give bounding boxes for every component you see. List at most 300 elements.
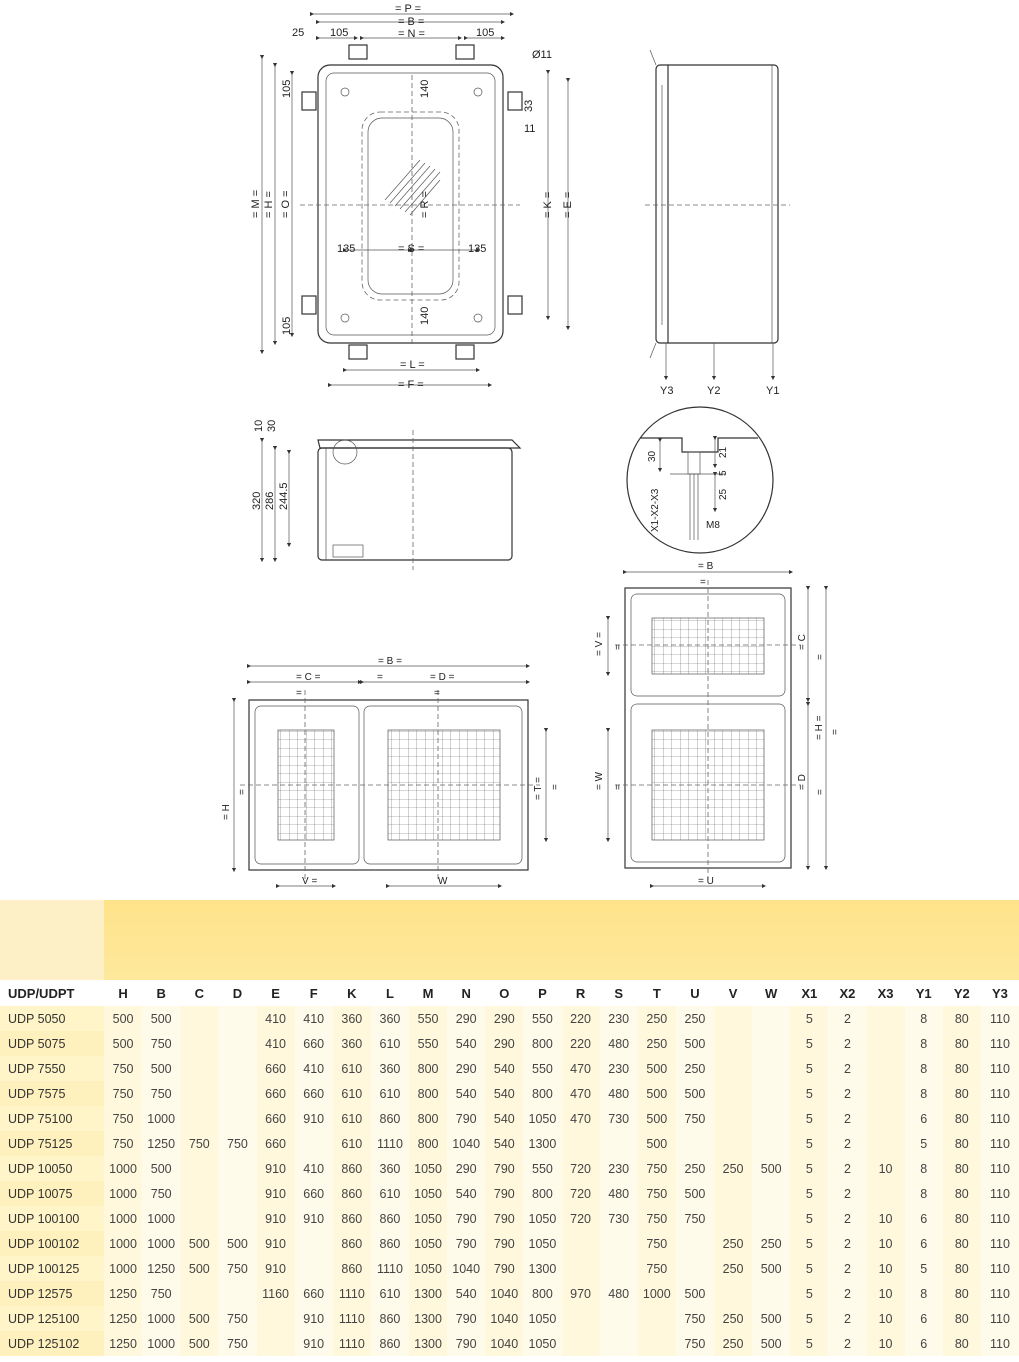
cell-y1: 6	[905, 1206, 943, 1231]
dim-k: = K =	[542, 191, 554, 218]
cell-e	[257, 1331, 295, 1356]
cell-d	[218, 1281, 256, 1306]
cell-d: 750	[218, 1131, 256, 1156]
dim-front-eq4: =	[237, 789, 248, 795]
header-d: D	[232, 985, 243, 1001]
cell-x1: 5	[790, 1231, 828, 1256]
cell-h: 750	[104, 1131, 142, 1156]
cell-model: UDP 125102	[0, 1331, 104, 1356]
dim-140-top: 140	[419, 79, 431, 98]
cell-r	[562, 1331, 600, 1356]
cell-c	[180, 1156, 218, 1181]
cell-t: 250	[638, 1031, 676, 1056]
cell-model: UDP 7575	[0, 1081, 104, 1106]
cell-k: 610	[333, 1106, 371, 1131]
cell-e: 660	[257, 1056, 295, 1081]
cell-l: 860	[371, 1306, 409, 1331]
cell-f: 660	[295, 1031, 333, 1056]
cell-h: 1250	[104, 1331, 142, 1356]
cell-c	[180, 1206, 218, 1231]
cell-c	[180, 1281, 218, 1306]
cell-d	[218, 1106, 256, 1131]
header-y1: Y1	[915, 985, 932, 1001]
cell-e: 660	[257, 1131, 295, 1156]
cell-x3	[867, 1081, 905, 1106]
section-view-labels	[251, 420, 290, 510]
cell-u	[676, 1231, 714, 1256]
table-header-band	[0, 900, 1019, 980]
cell-k: 1110	[333, 1281, 371, 1306]
cell-m: 550	[409, 1031, 447, 1056]
dim-detail-21: 21	[718, 446, 729, 458]
cell-s	[600, 1256, 638, 1281]
cell-y2: 80	[943, 1181, 981, 1206]
cell-w	[752, 1181, 790, 1206]
cell-model: UDP 75125	[0, 1131, 104, 1156]
cell-b: 500	[142, 1006, 180, 1031]
cell-l: 360	[371, 1006, 409, 1031]
cell-x1: 5	[790, 1281, 828, 1306]
cell-o: 1040	[485, 1331, 523, 1356]
cell-x1: 5	[790, 1156, 828, 1181]
cell-r: 970	[562, 1281, 600, 1306]
cell-model: UDP 100125	[0, 1256, 104, 1281]
cell-p: 1050	[523, 1106, 561, 1131]
cell-w: 500	[752, 1256, 790, 1281]
cell-k: 860	[333, 1206, 371, 1231]
cell-t: 750	[638, 1181, 676, 1206]
dim-135-left: 135	[337, 243, 356, 255]
cell-x3: 10	[867, 1331, 905, 1356]
cell-f: 910	[295, 1331, 333, 1356]
header-x3: X3	[877, 985, 894, 1001]
cell-m: 800	[409, 1081, 447, 1106]
cell-n: 790	[447, 1306, 485, 1331]
table-header-row	[0, 980, 1019, 1006]
cell-v	[714, 1206, 752, 1231]
cell-o: 1040	[485, 1306, 523, 1331]
cell-w: 250	[752, 1231, 790, 1256]
dim-b: = B =	[398, 16, 425, 28]
cell-h: 1000	[104, 1156, 142, 1181]
cell-h: 500	[104, 1006, 142, 1031]
cell-e: 410	[257, 1031, 295, 1056]
cell-l: 1110	[371, 1256, 409, 1281]
enclosure-section-view	[262, 430, 520, 570]
cell-l: 860	[371, 1231, 409, 1256]
header-r: R	[575, 985, 586, 1001]
table-row	[0, 1156, 1019, 1181]
dim-320: 320	[251, 491, 263, 510]
cell-v: 250	[714, 1256, 752, 1281]
cell-o: 1040	[485, 1281, 523, 1306]
cell-f: 660	[295, 1081, 333, 1106]
header-y3: Y3	[991, 985, 1008, 1001]
dim-p: = P =	[395, 3, 422, 15]
cell-p: 800	[523, 1081, 561, 1106]
cell-y1: 8	[905, 1081, 943, 1106]
cell-m: 800	[409, 1056, 447, 1081]
cell-n: 290	[447, 1056, 485, 1081]
cell-u: 250	[676, 1156, 714, 1181]
dim-front-t: = T =	[533, 777, 544, 800]
cell-w: 500	[752, 1156, 790, 1181]
cell-r: 720	[562, 1206, 600, 1231]
header-h: H	[118, 985, 128, 1001]
cell-x2: 2	[828, 1081, 866, 1106]
cell-x1: 5	[790, 1081, 828, 1106]
cell-v	[714, 1056, 752, 1081]
cell-v: 250	[714, 1331, 752, 1356]
cell-model: UDP 10075	[0, 1181, 104, 1206]
cell-r: 470	[562, 1106, 600, 1131]
cell-d: 750	[218, 1331, 256, 1356]
dim-25: 25	[292, 27, 305, 39]
cell-x2: 2	[828, 1006, 866, 1031]
cell-c	[180, 1056, 218, 1081]
cell-f	[295, 1131, 333, 1156]
cell-b: 750	[142, 1281, 180, 1306]
cell-x3	[867, 1056, 905, 1081]
label-y1: Y1	[766, 385, 780, 397]
cell-c	[180, 1181, 218, 1206]
dim-stack-h: = H =	[814, 715, 825, 740]
cell-r: 720	[562, 1181, 600, 1206]
header-model: UDP/UDPT	[8, 985, 75, 1001]
cell-o: 790	[485, 1181, 523, 1206]
cell-h: 1000	[104, 1231, 142, 1256]
cell-k: 860	[333, 1256, 371, 1281]
cell-model: UDP 5050	[0, 1006, 104, 1031]
cell-w	[752, 1081, 790, 1106]
cell-d	[218, 1156, 256, 1181]
cell-v	[714, 1281, 752, 1306]
cell-e: 910	[257, 1156, 295, 1181]
cell-u: 500	[676, 1031, 714, 1056]
cell-p: 1050	[523, 1206, 561, 1231]
cell-x2: 2	[828, 1256, 866, 1281]
cell-y3: 110	[981, 1106, 1019, 1131]
cell-y2: 80	[943, 1156, 981, 1181]
cell-s: 230	[600, 1056, 638, 1081]
cell-x3: 10	[867, 1231, 905, 1256]
cell-n: 540	[447, 1281, 485, 1306]
cell-t: 750	[638, 1156, 676, 1181]
dim-105-bottom: 105	[281, 316, 293, 335]
dim-front-c: = C =	[296, 672, 321, 683]
cell-l: 860	[371, 1331, 409, 1356]
cell-w	[752, 1056, 790, 1081]
cell-x2: 2	[828, 1206, 866, 1231]
dim-h: = H =	[263, 191, 275, 218]
header-t: T	[652, 985, 661, 1001]
cell-h: 1000	[104, 1181, 142, 1206]
table-row	[0, 1256, 1019, 1281]
cell-x1: 5	[790, 1206, 828, 1231]
dim-stack-eq4: =	[830, 729, 841, 735]
cell-d: 750	[218, 1306, 256, 1331]
cell-b: 500	[142, 1056, 180, 1081]
cell-v: 250	[714, 1306, 752, 1331]
cell-h: 750	[104, 1106, 142, 1131]
cell-f: 910	[295, 1306, 333, 1331]
cell-w	[752, 1031, 790, 1056]
cell-m: 1050	[409, 1156, 447, 1181]
dim-stack-eq3: =	[815, 654, 826, 660]
cell-p: 1300	[523, 1256, 561, 1281]
cell-y2: 80	[943, 1281, 981, 1306]
cell-p: 550	[523, 1006, 561, 1031]
dim-286: 286	[264, 491, 276, 510]
cell-x2: 2	[828, 1106, 866, 1131]
dim-f: = F =	[398, 379, 424, 391]
cell-h: 750	[104, 1081, 142, 1106]
cell-model: UDP 10050	[0, 1156, 104, 1181]
cell-f: 410	[295, 1006, 333, 1031]
dim-front-v: V =	[302, 876, 318, 887]
cell-d	[218, 1031, 256, 1056]
cell-r	[562, 1231, 600, 1256]
table-header-band-left	[0, 900, 104, 980]
cell-d: 500	[218, 1231, 256, 1256]
cell-t: 500	[638, 1056, 676, 1081]
cell-x1: 5	[790, 1056, 828, 1081]
header-y2: Y2	[953, 985, 970, 1001]
cell-t: 500	[638, 1081, 676, 1106]
cell-l: 610	[371, 1281, 409, 1306]
cell-y3: 110	[981, 1056, 1019, 1081]
dim-stack-eq5: =	[613, 784, 624, 790]
cell-c: 750	[180, 1131, 218, 1156]
dim-105-right: 105	[476, 27, 495, 39]
label-y2: Y2	[707, 385, 721, 397]
cell-m: 1300	[409, 1281, 447, 1306]
dim-front-eq5: =	[550, 784, 561, 790]
cell-n: 1040	[447, 1131, 485, 1156]
cell-p: 800	[523, 1031, 561, 1056]
cell-w	[752, 1006, 790, 1031]
cell-t: 750	[638, 1231, 676, 1256]
cell-d	[218, 1181, 256, 1206]
cell-w	[752, 1131, 790, 1156]
cell-s	[600, 1231, 638, 1256]
cell-c	[180, 1006, 218, 1031]
dim-stack-eq6: =	[815, 789, 826, 795]
cell-x3: 10	[867, 1306, 905, 1331]
cell-c: 500	[180, 1306, 218, 1331]
cell-s	[600, 1331, 638, 1356]
cell-u: 250	[676, 1056, 714, 1081]
cell-c: 500	[180, 1256, 218, 1281]
header-o: O	[499, 985, 510, 1001]
dim-stack-eq1: =	[700, 577, 706, 588]
cell-l: 860	[371, 1206, 409, 1231]
cell-o: 790	[485, 1256, 523, 1281]
cell-r	[562, 1131, 600, 1156]
dim-detail-x: X1-X2-X3	[650, 488, 661, 532]
cell-s: 230	[600, 1006, 638, 1031]
cell-y1: 6	[905, 1231, 943, 1256]
label-y3: Y3	[660, 385, 674, 397]
cell-l: 360	[371, 1056, 409, 1081]
cell-t: 750	[638, 1206, 676, 1231]
cell-n: 790	[447, 1106, 485, 1131]
cell-d	[218, 1056, 256, 1081]
cell-x3: 10	[867, 1156, 905, 1181]
dim-stack-u: = U	[698, 876, 714, 887]
cell-o: 790	[485, 1231, 523, 1256]
cell-model: UDP 12575	[0, 1281, 104, 1306]
cell-s: 480	[600, 1181, 638, 1206]
cell-h: 1250	[104, 1306, 142, 1331]
cell-x2: 2	[828, 1156, 866, 1181]
cell-x2: 2	[828, 1031, 866, 1056]
dim-e: = E =	[562, 191, 574, 218]
cell-k: 860	[333, 1181, 371, 1206]
cell-u: 500	[676, 1081, 714, 1106]
cell-u: 750	[676, 1331, 714, 1356]
cell-w: 500	[752, 1306, 790, 1331]
dim-detail-5: 5	[718, 470, 729, 476]
dim-r: = R =	[419, 191, 431, 218]
enclosure-front-two-door-view	[234, 666, 546, 886]
cell-x1: 5	[790, 1006, 828, 1031]
dim-front-eq1: =	[377, 672, 383, 683]
cell-w	[752, 1206, 790, 1231]
dim-30: 30	[266, 419, 278, 432]
cell-e: 910	[257, 1206, 295, 1231]
dim-detail-m8: M8	[706, 520, 720, 531]
cell-f: 410	[295, 1056, 333, 1081]
cell-k: 1110	[333, 1306, 371, 1331]
cell-u	[676, 1131, 714, 1156]
cell-x3	[867, 1106, 905, 1131]
cell-v	[714, 1081, 752, 1106]
dim-hole: Ø11	[532, 49, 552, 61]
cell-t: 500	[638, 1131, 676, 1156]
cell-w	[752, 1106, 790, 1131]
table-row	[0, 1006, 1019, 1031]
cell-m: 800	[409, 1106, 447, 1131]
cell-l: 1110	[371, 1131, 409, 1156]
table-row	[0, 1281, 1019, 1306]
cell-d	[218, 1206, 256, 1231]
dim-stack-w: = W	[594, 771, 605, 790]
cell-u	[676, 1256, 714, 1281]
dim-m: = M =	[250, 189, 262, 218]
cell-r	[562, 1306, 600, 1331]
table-row	[0, 1231, 1019, 1256]
header-x1: X1	[801, 985, 818, 1001]
cell-r: 220	[562, 1006, 600, 1031]
cell-x3: 10	[867, 1206, 905, 1231]
dim-n: = N =	[398, 28, 425, 40]
cell-x3: 10	[867, 1281, 905, 1306]
cell-p: 550	[523, 1056, 561, 1081]
cell-y1: 8	[905, 1031, 943, 1056]
cell-n: 790	[447, 1231, 485, 1256]
cell-y3: 110	[981, 1306, 1019, 1331]
cell-p: 800	[523, 1181, 561, 1206]
cell-t	[638, 1306, 676, 1331]
cell-p: 1050	[523, 1306, 561, 1331]
specification-table	[0, 980, 1019, 1356]
cell-d: 750	[218, 1256, 256, 1281]
cell-o: 540	[485, 1056, 523, 1081]
cell-y1: 6	[905, 1331, 943, 1356]
cell-x1: 5	[790, 1331, 828, 1356]
cell-h: 500	[104, 1031, 142, 1056]
cell-y2: 80	[943, 1331, 981, 1356]
dim-l: = L =	[400, 359, 425, 371]
cell-s: 230	[600, 1156, 638, 1181]
dim-front-w: W	[438, 876, 448, 887]
cell-b: 1250	[142, 1131, 180, 1156]
cell-x2: 2	[828, 1131, 866, 1156]
cell-o: 540	[485, 1106, 523, 1131]
cell-y3: 110	[981, 1331, 1019, 1356]
cell-s	[600, 1306, 638, 1331]
dim-stack-c: = C	[797, 634, 808, 650]
cell-y1: 5	[905, 1131, 943, 1156]
cell-b: 1000	[142, 1206, 180, 1231]
cell-u: 750	[676, 1206, 714, 1231]
cell-b: 750	[142, 1181, 180, 1206]
header-f: F	[309, 985, 318, 1001]
cell-y2: 80	[943, 1256, 981, 1281]
cell-n: 1040	[447, 1256, 485, 1281]
cell-c: 500	[180, 1231, 218, 1256]
cell-b: 1000	[142, 1231, 180, 1256]
cell-k: 610	[333, 1056, 371, 1081]
cell-x1: 5	[790, 1306, 828, 1331]
dim-105-left: 105	[330, 27, 349, 39]
cell-c	[180, 1031, 218, 1056]
dim-105-top: 105	[281, 79, 293, 98]
cell-l: 610	[371, 1081, 409, 1106]
cell-l: 610	[371, 1181, 409, 1206]
cell-v	[714, 1181, 752, 1206]
cell-d	[218, 1081, 256, 1106]
cell-l: 860	[371, 1106, 409, 1131]
cell-t: 250	[638, 1006, 676, 1031]
header-e: E	[271, 985, 280, 1001]
cell-y2: 80	[943, 1056, 981, 1081]
cell-x3	[867, 1006, 905, 1031]
cell-x2: 2	[828, 1281, 866, 1306]
table-row	[0, 1031, 1019, 1056]
cell-u: 500	[676, 1181, 714, 1206]
header-c: C	[194, 985, 204, 1001]
cell-v	[714, 1131, 752, 1156]
cell-f: 410	[295, 1156, 333, 1181]
dim-detail-25: 25	[718, 488, 729, 500]
dim-10: 10	[253, 419, 265, 432]
dim-11: 11	[524, 123, 536, 135]
header-l: L	[385, 985, 394, 1001]
cell-s: 480	[600, 1081, 638, 1106]
cell-m: 1300	[409, 1306, 447, 1331]
cell-n: 290	[447, 1006, 485, 1031]
header-s: S	[614, 985, 624, 1001]
dim-front-eq2: =	[296, 688, 302, 699]
cell-model: UDP 5075	[0, 1031, 104, 1056]
cell-y3: 110	[981, 1031, 1019, 1056]
cell-y3: 110	[981, 1131, 1019, 1156]
cell-y1: 6	[905, 1306, 943, 1331]
cell-k: 610	[333, 1081, 371, 1106]
cell-s: 480	[600, 1281, 638, 1306]
